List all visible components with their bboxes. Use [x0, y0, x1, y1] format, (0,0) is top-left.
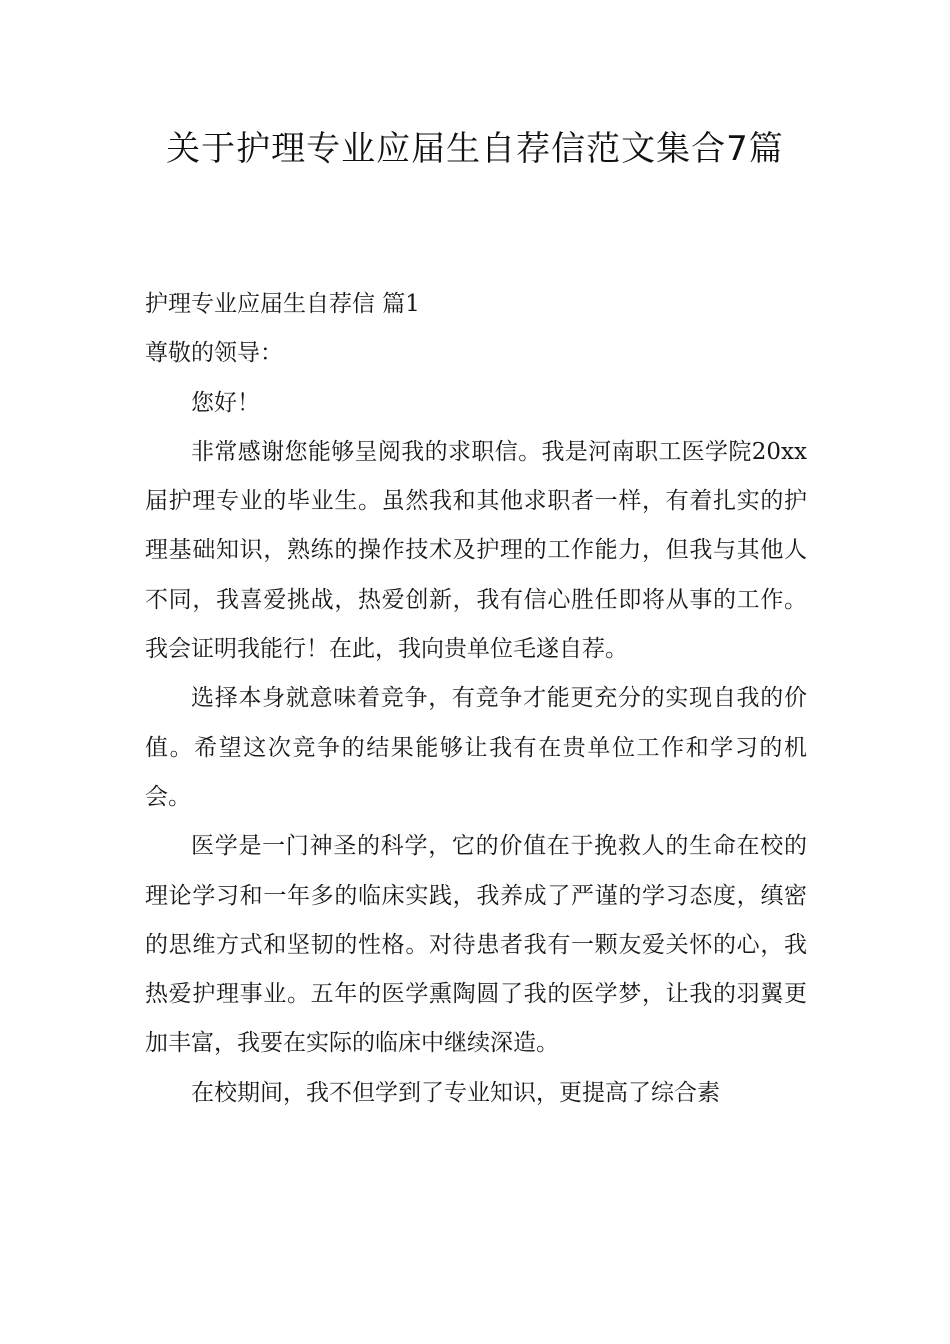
- greeting: 您好！: [191, 389, 260, 416]
- paragraph-4: 在校期间，我不但学到了专业知识，更提高了综合素: [191, 1079, 720, 1106]
- section-heading: 护理专业应届生自荐信 篇1: [145, 291, 420, 317]
- salutation: 尊敬的领导：: [145, 340, 283, 367]
- document-body: [145, 280, 807, 1118]
- document-title: 关于护理专业应届生自荐信范文集合7篇: [166, 129, 784, 169]
- paragraph-1: 非常感谢您能够呈阅我的求职信。我是河南职工医学院20xx届护理专业的毕业生。虽然我和其他求职者一样，有着扎实的护理基础知识，熟练的操作技术及护理的工作能力，但我与其他人不同，我喜爱挑战，热爱创新，我有信心胜任即将从事的工作。我会证明我能行！在此，我向贵单位毛遂自荐。: [145, 438, 807, 663]
- paragraph-2: 选择本身就意味着竞争，有竞争才能更充分的实现自我的价值。希望这次竞争的结果能够让我有在贵单位工作和学习的机会。: [145, 685, 807, 810]
- paragraph-3: 医学是一门神圣的科学，它的价值在于挽救人的生命在校的理论学习和一年多的临床实践，我养成了严谨的学习态度，缜密的思维方式和坚韧的性格。对待患者我有一颗友爱关怀的心，我热爱护理事业。五年的医学熏陶圆了我的医学梦，让我的羽翼更加丰富，我要在实际的临床中继续深造。: [145, 833, 807, 1057]
